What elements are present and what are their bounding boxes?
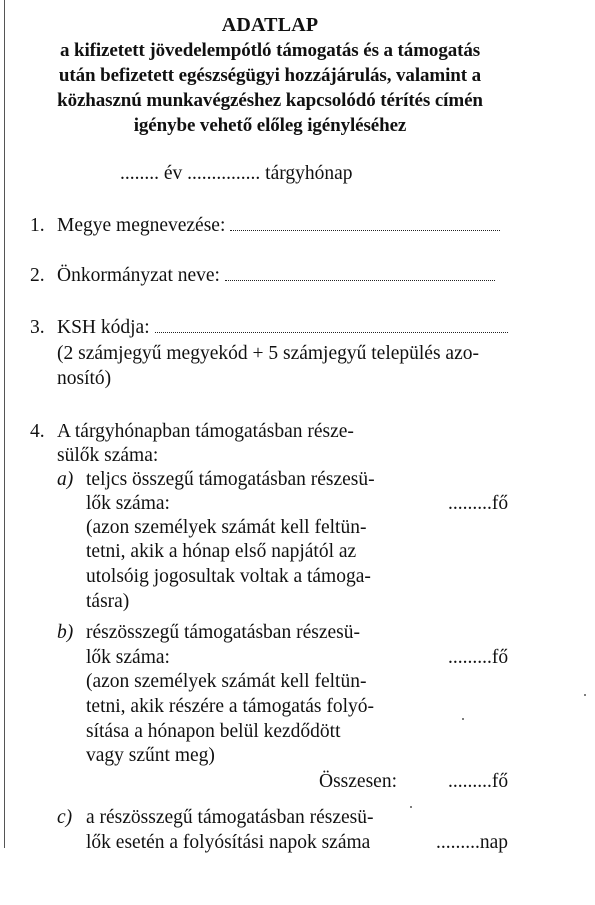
item-4b-letter: b) (57, 622, 74, 643)
item-2-label: Önkormányzat neve: (57, 265, 220, 286)
period-line: ........ év ............... tárgyhónap (120, 163, 353, 184)
item-2-number: 2. (30, 265, 45, 286)
item-4c-line: a részösszegű támogatásban részesü- (86, 807, 374, 828)
form-title: ADATLAP (221, 14, 319, 36)
item-3-note-line: nosító) (57, 368, 112, 389)
ksh-code-field[interactable] (155, 318, 508, 333)
item-4b-line: sítása a hónapon belül kezdődött (86, 721, 341, 742)
item-4a-line: tásra) (86, 591, 130, 612)
subtitle-line: közhasznú munkavégzéshez kapcsolódó térítés címén (57, 90, 483, 111)
item-4b-value[interactable]: .........fő (448, 647, 509, 668)
item-3-row (57, 316, 517, 340)
item-4a-line: utolsóig jogosultak voltak a támoga- (86, 566, 371, 587)
item-4-intro-line: sülők száma: (57, 445, 159, 466)
total-value[interactable]: .........fő (448, 771, 509, 792)
item-1-row (57, 214, 517, 238)
speck (410, 806, 412, 808)
item-2-row (57, 264, 517, 288)
item-4b-line: tetni, akik részére a támogatás folyó- (86, 696, 375, 717)
subtitle-line: a kifizetett jövedelempótló támogatás és a támogatás (59, 40, 481, 61)
speck (462, 718, 464, 720)
item-4c-value[interactable]: .........nap (436, 832, 509, 853)
speck (584, 694, 586, 696)
item-4a-line: (azon személyek számát kell feltün- (86, 517, 367, 538)
item-1-label: Megye megnevezése: (57, 215, 226, 236)
form-header (0, 13, 540, 138)
item-3-note-line: (2 számjegyű megyekód + 5 számjegyű település azo- (57, 343, 479, 364)
item-4b-line: vagy szűnt meg) (86, 745, 215, 766)
item-4b-line: (azon személyek számát kell feltün- (86, 671, 367, 692)
item-4a-line: tetni, akik a hónap első napjától az (86, 541, 357, 562)
subtitle-line: igénybe vehető előleg igényléséhez (133, 115, 407, 136)
item-4c-letter: c) (57, 807, 73, 828)
item-4-number: 4. (30, 421, 45, 442)
item-3-label: KSH kódja: (57, 317, 150, 338)
item-4c-line: lők esetén a folyósítási napok száma (86, 832, 371, 853)
item-3-number: 3. (30, 317, 45, 338)
item-4a-letter: a) (57, 469, 74, 490)
county-name-field[interactable] (230, 216, 500, 231)
municipality-name-field[interactable] (225, 266, 495, 281)
subtitle-line: után befizetett egészségügyi hozzájárulás, valamint a (58, 65, 482, 86)
item-4a-line: teljcs összegű támogatásban részesü- (86, 469, 375, 490)
item-4b-line: lők száma: (86, 647, 170, 668)
item-4b-line: részösszegű támogatásban részesü- (86, 622, 360, 643)
item-4-intro-line: A tárgyhónapban támogatásban része- (57, 421, 354, 442)
item-4a-value[interactable]: .........fő (448, 493, 509, 514)
total-label: Összesen: (319, 771, 397, 792)
item-1-number: 1. (30, 215, 45, 236)
item-4a-line: lők száma: (86, 493, 170, 514)
